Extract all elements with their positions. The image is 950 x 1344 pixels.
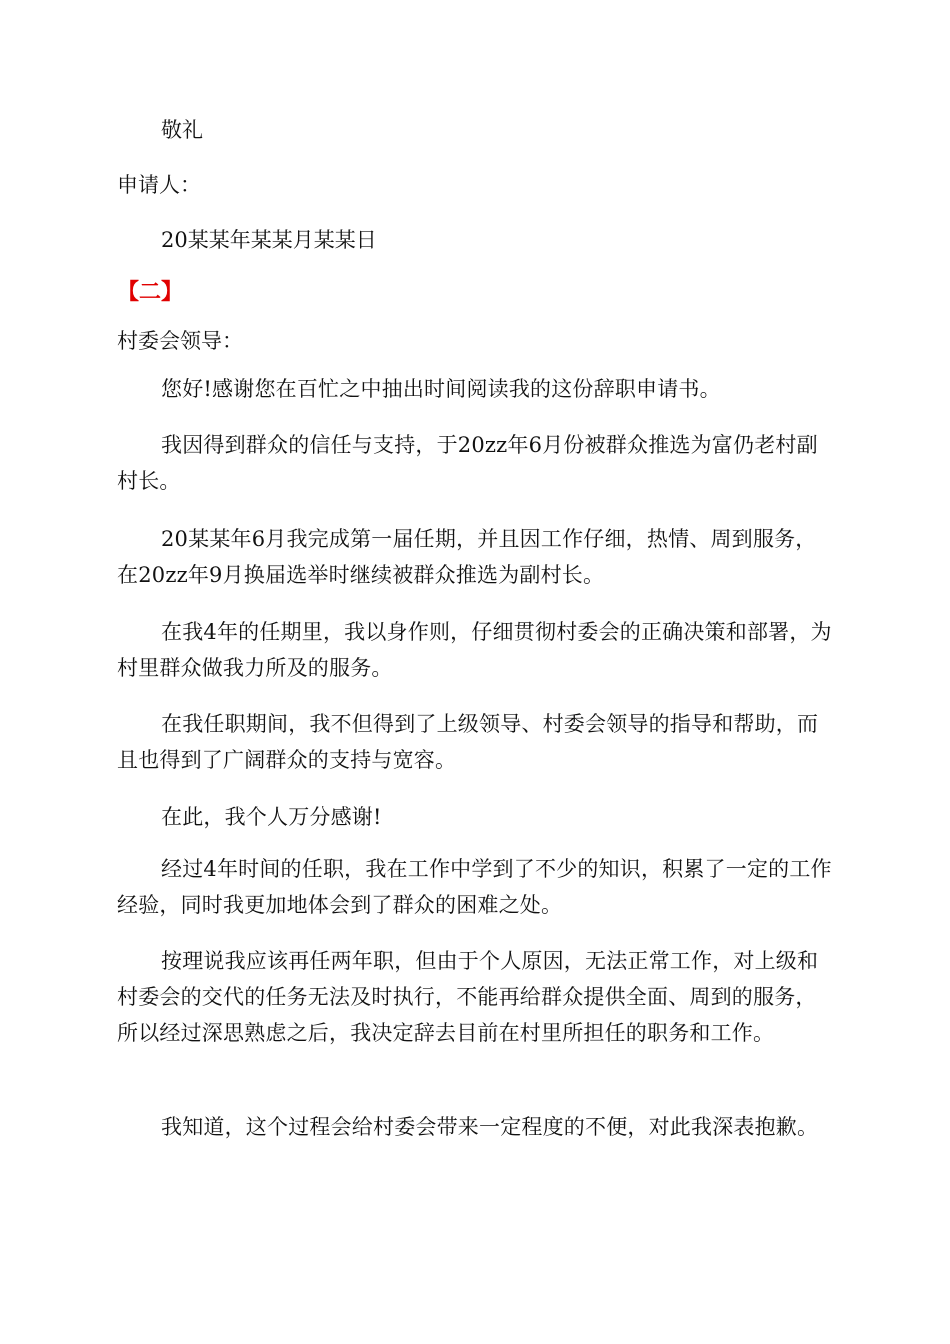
paragraph: 您好!感谢您在百忙之中抽出时间阅读我的这份辞职申请书。: [161, 377, 721, 401]
signature-date: 20某某年某某月某某日: [161, 228, 377, 252]
paragraph: 在此，我个人万分感谢!: [161, 805, 382, 829]
paragraph: 我因得到群众的信任与支持，于20zz年6月份被群众推选为富仍老村副村长。: [117, 433, 818, 493]
paragraph: 我知道，这个过程会给村委会带来一定程度的不便，对此我深表抱歉。: [161, 1115, 819, 1139]
paragraph: 经过4年时间的任职，我在工作中学到了不少的知识，积累了一定的工作经验，同时我更加地体会到了群众的困难之处。: [117, 857, 832, 917]
applicant-label: 申请人：: [117, 173, 201, 197]
addressee: 村委会领导：: [117, 329, 243, 353]
paragraph: 在我4年的任期里，我以身作则，仔细贯彻村委会的正确决策和部署，为村里群众做我力所及的服务。: [117, 620, 832, 680]
paragraph: 按理说我应该再任两年职，但由于个人原因，无法正常工作，对上级和村委会的交代的任务无法及时执行，不能再给群众提供全面、周到的服务，所以经过深思熟虑之后，我决定辞去目前在村里所担任的职务和工作。: [117, 949, 819, 1045]
section-heading: 【二】: [117, 280, 184, 305]
paragraph: 20某某年6月我完成第一届任期，并且因工作仔细，热情、周到服务，在20zz年9月换届选举时继续被群众推选为副村长。: [117, 527, 817, 587]
closing-salutation: 敬礼: [161, 118, 203, 142]
paragraph: 在我任职期间，我不但得到了上级领导、村委会领导的指导和帮助，而且也得到了广阔群众的支持与宽容。: [117, 712, 819, 772]
